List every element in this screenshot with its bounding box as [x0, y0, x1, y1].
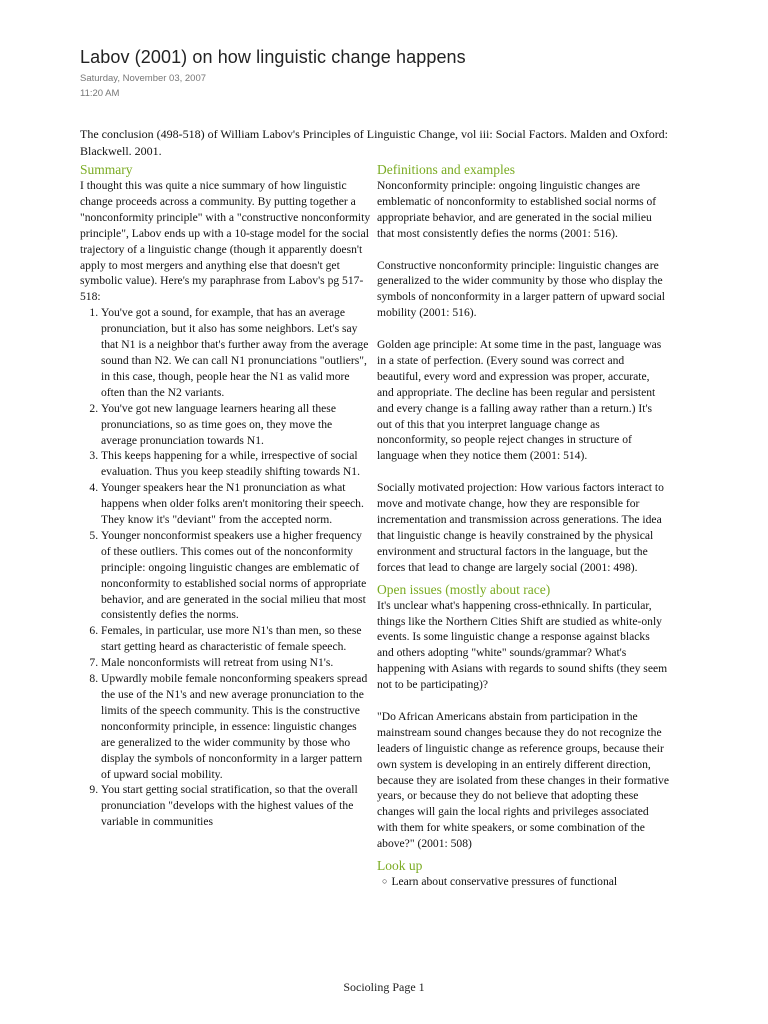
definition-paragraph: Socially motivated projection: How various factors interact to move and motivate change, how they are responsible for incrementation and transmission across generations. The idea that linguistic change is heavily constrained by the physical environment and structural factors in the language, but the forces that lead to change are largely social (2001: 498).	[377, 481, 664, 574]
list-item: ○ Learn about conservative pressures of functional	[395, 874, 669, 891]
look-up-list	[377, 874, 669, 891]
open-issues-paragraph: "Do African Americans abstain from participation in the mainstream sound changes because they do not recognize the leaders of linguistic change as reference groups, because their own system is developing in an entirely different direction, because they are isolated from these changes in their formative years, or because they do not believe that adopting these changes will gain the local rights and privileges associated with them for white speakers, or some combination of the above?" (2001: 508)	[377, 709, 669, 851]
page-date: Saturday, November 03, 2007	[80, 73, 207, 84]
look-up-heading: Look up	[377, 858, 423, 874]
definition-paragraph: Nonconformity principle: ongoing linguistic changes are emblematic of nonconformity to established social norms of appropriate behavior, and are generated in the social milieu that most consistently defies the norms (2001: 516).	[377, 179, 657, 240]
page-time: 11:20 AM	[80, 88, 120, 99]
page-footer: Socioling Page 1	[343, 980, 425, 994]
list-item: 2. You've got new language learners hearing all these pronunciations, so as time goes on, they move the average pronunciation towards N1.	[101, 401, 371, 449]
list-item: 3. This keeps happening for a while, irrespective of social evaluation. Thus you keep steadily shifting towards N1.	[101, 448, 371, 480]
list-item: 4. Younger speakers hear the N1 pronunciation as what happens when older folks aren't monitoring their speech. They know it's "deviant" from the accepted norm.	[101, 480, 371, 528]
intro-paragraph: The conclusion (498-518) of William Labov's Principles of Linguistic Change, vol iii: Social Factors. Malden and Oxford: Blackwell. 2001.	[80, 127, 669, 158]
definitions-heading: Definitions and examples	[377, 162, 515, 177]
list-item: 6. Females, in particular, use more N1's than men, so these start getting heard as characteristic of female speech.	[101, 623, 371, 655]
definition-paragraph: Golden age principle: At some time in the past, language was in a state of perfection. (Every sound was correct and beautiful, every word and expression was proper, accurate, and appropriate. The decline has been regular and persistent and every change is a falling away rather than a return.) It's out of this that you interpret language change as nonconformity, so people reject changes in structure of language when they notice them (2001: 514).	[377, 338, 662, 463]
list-item: 8. Upwardly mobile female nonconforming speakers spread the use of the N1's and new average pronunciation to the limits of the speech community. This is the constructive nonconformity principle, in essence: linguistic changes are generalized to the wider community by those who display the symbols of nonconformity in a larger pattern of upward social mobility.	[101, 671, 371, 782]
list-item: 7. Male nonconformists will retreat from using N1's.	[101, 655, 371, 671]
right-column	[377, 161, 669, 891]
open-issues-paragraph: It's unclear what's happening cross-ethnically. In particular, things like the Northern Cities Shift are studied as white-only events. Is some linguistic change a response against blacks and others adopting "white" sounds/grammar? What's happening with Asians with regards to sound shifts (they seem not to be participating)?	[377, 598, 668, 692]
definition-paragraph: Constructive nonconformity principle: linguistic changes are generalized to the wider community by those who display the symbols of nonconformity in a larger pattern of upward social mobility (2001: 516).	[377, 258, 665, 320]
summary-heading: Summary	[80, 162, 133, 177]
list-item: 9. You start getting social stratification, so that the overall pronunciation "develops with the highest values of the variable in communities	[101, 782, 371, 830]
open-issues-heading: Open issues (mostly about race)	[377, 581, 551, 597]
list-item: 5. Younger nonconformist speakers use a higher frequency of these outliers. This comes out of the nonconformity principle: ongoing linguistic changes are emblematic of nonconformity to established social norms of appropriate behavior, and are generated in the social milieu that most consistently defies the norms.	[101, 528, 371, 623]
page-title: Labov (2001) on how linguistic change happens	[80, 47, 466, 67]
summary-text: I thought this was quite a nice summary of how linguistic change proceeds across a community. By putting together a "nonconformity principle" with a "constructive nonconformity principle", Labov ends up with a 10-stage model for the social trajectory of a linguistic change (though it apparently doesn't apply to most mergers and anything else that doesn't get symbolic value). Here's my paraphrase from Labov's pg 517-518:	[80, 179, 371, 304]
left-column	[80, 161, 371, 830]
summary-steps	[80, 305, 371, 830]
list-item: 1. You've got a sound, for example, that has an average pronunciation, but it also has some neighbors. Let's say that N1 is a neighbor that's further away from the average sound than N2. We can call N1 pronunciations "outliers", in this case, though, people hear the N1 as valid more often than the N2 variants.	[101, 305, 371, 400]
